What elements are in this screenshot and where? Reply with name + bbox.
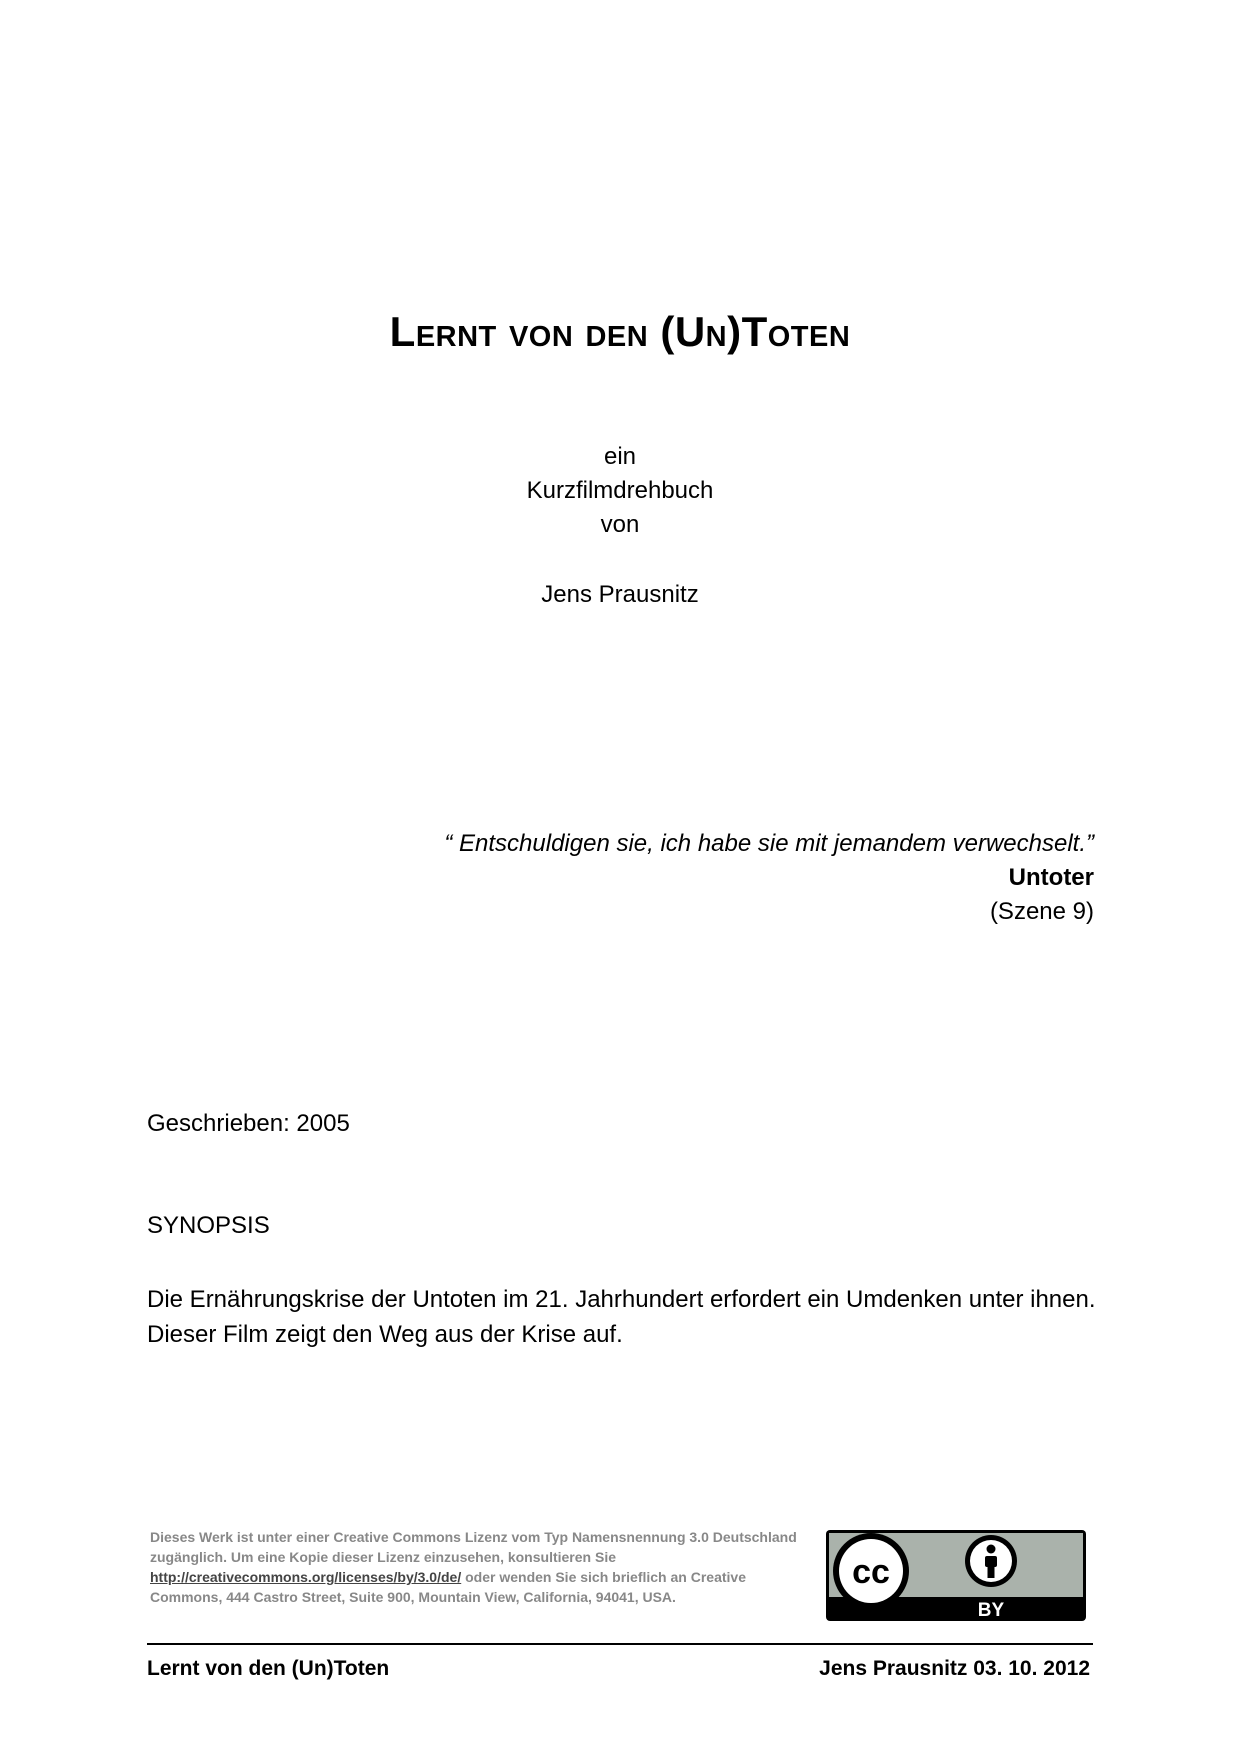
footer-title: Lernt von den (Un)Toten [147,1657,390,1680]
person-icon [965,1535,1017,1587]
synopsis-heading: SYNOPSIS [147,1212,270,1239]
credits-block [0,440,1240,612]
document-title: Lernt von den (Un)Toten [389,308,851,355]
credits-line-ein: ein [603,443,637,470]
epigraph-scene: (Szene 9) [989,898,1094,925]
cc-icon [833,1533,909,1609]
epigraph [294,827,1094,929]
footer-divider [147,1643,1093,1645]
written-year: Geschrieben: 2005 [147,1110,350,1137]
cc-by-badge-graphic [825,1529,1087,1622]
credits-line-type: Kurzfilmdrehbuch [526,477,714,504]
credits-line-von: von [600,511,640,538]
cc-icon-label: cc [852,1553,890,1591]
license-text-after: oder wenden Sie sich brieflich an Creative Commons, 444 Castro Street, Suite 900, Mountain View, California, 94041, USA. [150,1569,746,1605]
epigraph-speaker: Untoter [1008,864,1094,891]
footer-author-date: Jens Prausnitz 03. 10. 2012 [819,1657,1090,1680]
by-label: BY [977,1600,1005,1621]
synopsis-text: Die Ernährungskrise der Untoten im 21. Jahrhundert erfordert ein Umdenken unter ihnen. Dieser Film zeigt den Weg aus der Krise auf. [147,1286,1096,1348]
license-text-before: Dieses Werk ist unter einer Creative Commons Lizenz vom Typ Namensnennung 3.0 Deutschland zugänglich. Um eine Kopie dieser Lizenz einzusehen, konsultieren Sie [150,1529,797,1565]
license-link[interactable]: http://creativecommons.org/licenses/by/3.0/de/ [150,1569,462,1585]
cc-by-badge[interactable] [825,1529,1087,1622]
license-notice [150,1527,815,1607]
author-name: Jens Prausnitz [541,581,699,608]
epigraph-quote: “ Entschuldigen sie, ich habe sie mit jemandem verwechselt.” [444,830,1094,857]
